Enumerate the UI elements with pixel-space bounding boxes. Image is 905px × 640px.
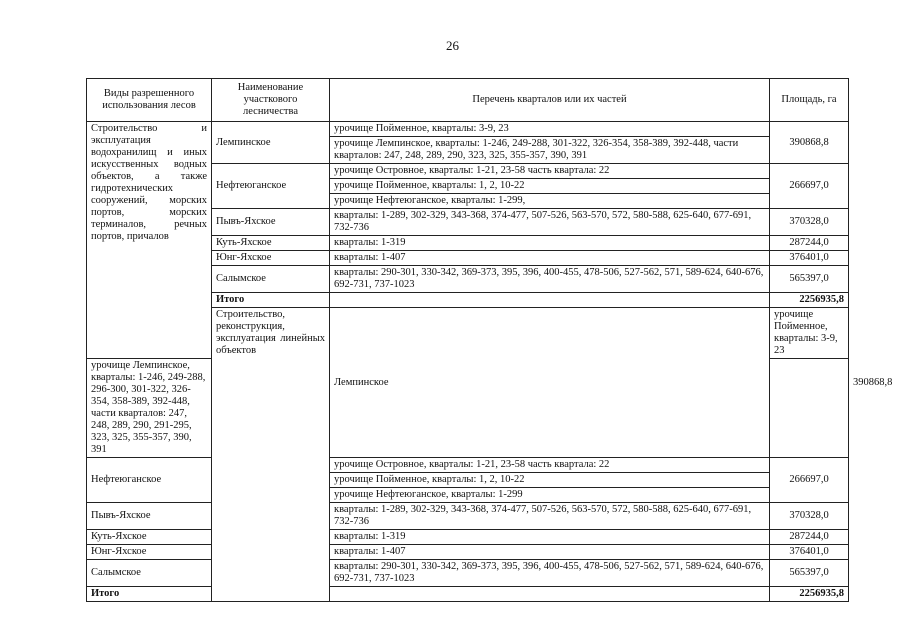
total-label: Итого: [87, 587, 212, 602]
total-row: [87, 587, 849, 602]
table-row: [87, 560, 849, 587]
header-use: Виды разрешенного использования лесов: [87, 79, 212, 122]
page-number: 26: [446, 38, 459, 53]
area-cell: 370328,0: [770, 503, 849, 530]
quarters-cell: кварталы: 1-319: [330, 530, 770, 545]
area-cell: 565397,0: [770, 560, 849, 587]
forestry-name: Пывъ-Яхское: [87, 503, 212, 530]
table-row: Строительство, реконструкция, эксплуатация линейных объектов Лемпинское урочище Пойменное, кварталы: 3-9, 23 390868,8: [87, 308, 849, 359]
area-cell: 370328,0: [770, 209, 849, 236]
forestry-name: Салымское: [212, 266, 330, 293]
quarters-cell: урочище Нефтеюганское, кварталы: 1-299,: [330, 194, 770, 209]
quarters-cell: кварталы: 290-301, 330-342, 369-373, 395, 396, 400-455, 478-506, 527-562, 571, 589-624, 640-676, 692-731, 737-1023: [330, 560, 770, 587]
quarters-cell: урочище Пойменное, кварталы: 3-9, 23: [770, 308, 849, 359]
quarters-cell: урочище Лемпинское, кварталы: 1-246, 249-288, 296-300, 301-322, 326-354, 358-389, 392-448, части кварталов: 247, 248, 289, 290, 291-295, 323, 325, 355-357, 390, 391: [87, 359, 212, 458]
quarters-cell: кварталы: 1-289, 302-329, 343-368, 374-477, 507-526, 563-570, 572, 580-588, 625-640, 677-691, 732-736: [330, 209, 770, 236]
quarters-cell: кварталы: 1-407: [330, 545, 770, 560]
forestry-name: Лемпинское: [330, 308, 770, 458]
quarters-cell: урочище Пойменное, кварталы: 1, 2, 10-22: [330, 179, 770, 194]
quarters-cell: урочище Пойменное, кварталы: 1, 2, 10-22: [330, 473, 770, 488]
quarters-cell: кварталы: 290-301, 330-342, 369-373, 395, 396, 400-455, 478-506, 527-562, 571, 589-624, 640-676, 692-731, 737-1023: [330, 266, 770, 293]
area-cell: 287244,0: [770, 530, 849, 545]
forestry-name: Салымское: [87, 560, 212, 587]
header-forestry: Наименование участкового лесничества: [212, 79, 330, 122]
forestry-name: Пывъ-Яхское: [212, 209, 330, 236]
area-cell: 266697,0: [770, 164, 849, 209]
forestry-name: Юнг-Яхское: [87, 545, 212, 560]
empty-cell: [330, 587, 770, 602]
table-row: [87, 122, 849, 137]
area-cell: 376401,0: [770, 545, 849, 560]
forestry-name: Юнг-Яхское: [212, 251, 330, 266]
quarters-cell: кварталы: 1-319: [330, 236, 770, 251]
forestry-name: Куть-Яхское: [87, 530, 212, 545]
forest-use-table: [86, 78, 893, 602]
total-area: 2256935,8: [770, 587, 849, 602]
area-cell: 266697,0: [770, 458, 849, 503]
table-row: [87, 458, 849, 473]
table-row: [87, 503, 849, 530]
area-cell: 287244,0: [770, 236, 849, 251]
total-label: Итого: [212, 293, 330, 308]
area-cell: 565397,0: [770, 266, 849, 293]
quarters-cell: урочище Нефтеюганское, кварталы: 1-299: [330, 488, 770, 503]
area-cell: 390868,8: [770, 122, 849, 164]
table-row: [87, 545, 849, 560]
forestry-name: Нефтеюганское: [212, 164, 330, 209]
forestry-name: Нефтеюганское: [87, 458, 212, 503]
use-type-cell: Строительство, реконструкция, эксплуатация линейных объектов: [212, 308, 330, 602]
forestry-name: Лемпинское: [212, 122, 330, 164]
header-quarters: Перечень кварталов или их частей: [330, 79, 770, 122]
quarters-cell: кварталы: 1-407: [330, 251, 770, 266]
use-type-cell: Строительство и эксплуатация водохранилищ и иных искусственных водных объектов, а также гидротехнических сооружений, морских портов, морских терминалов, речных портов, причалов: [87, 122, 212, 359]
quarters-cell: кварталы: 1-289, 302-329, 343-368, 374-477, 507-526, 563-570, 572, 580-588, 625-640, 677-691, 732-736: [330, 503, 770, 530]
forestry-name: Куть-Яхское: [212, 236, 330, 251]
total-area: 2256935,8: [770, 293, 849, 308]
quarters-cell: урочище Лемпинское, кварталы: 1-246, 249-288, 301-322, 326-354, 358-389, 392-448, части кварталов: 247, 248, 289, 290, 323, 325, 355-357, 390, 391: [330, 137, 770, 164]
empty-cell: [330, 293, 770, 308]
header-area: Площадь, га: [770, 79, 849, 122]
quarters-cell: урочище Пойменное, кварталы: 3-9, 23: [330, 122, 770, 137]
quarters-cell: урочище Островное, кварталы: 1-21, 23-58 часть квартала: 22: [330, 458, 770, 473]
quarters-cell: урочище Островное, кварталы: 1-21, 23-58 часть квартала: 22: [330, 164, 770, 179]
table-header-row: [87, 79, 849, 122]
area-cell: 376401,0: [770, 251, 849, 266]
table-row: [87, 530, 849, 545]
